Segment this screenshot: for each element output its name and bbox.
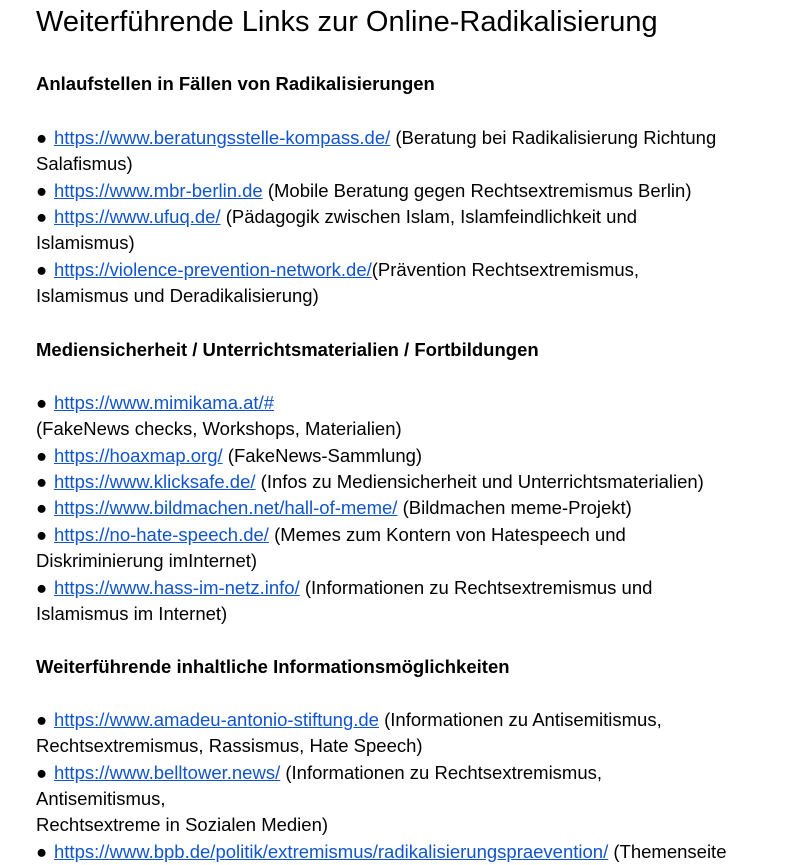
list-item <box>36 125 716 151</box>
list-item-continuation: Islamismus) <box>36 232 135 253</box>
link-description: (Themenseite <box>608 841 727 862</box>
link-ufuq[interactable]: https://www.ufuq.de/ <box>54 206 221 227</box>
list-item <box>36 760 602 786</box>
section-heading-mediensicherheit: Mediensicherheit / Unterrichtsmaterialien / Fortbildungen <box>36 339 539 360</box>
link-description: (Informationen zu Rechtsextremismus und <box>299 577 653 598</box>
list-item-continuation: Islamismus und Deradikalisierung) <box>36 285 319 306</box>
list-item <box>36 443 422 469</box>
list-item <box>36 839 726 865</box>
bullet: ● <box>36 524 48 545</box>
bullet: ● <box>36 206 48 227</box>
bullet: ● <box>36 577 48 598</box>
section-heading-anlaufstellen: Anlaufstellen in Fällen von Radikalisierungen <box>36 73 435 94</box>
page-title: Weiterführende Links zur Online-Radikalisierung <box>36 6 658 38</box>
bullet: ● <box>36 180 48 201</box>
list-item <box>36 257 639 283</box>
link-amadeu-antonio-stiftung[interactable]: https://www.amadeu-antonio-stiftung.de <box>54 709 379 730</box>
list-item <box>36 575 652 601</box>
bullet: ● <box>36 392 48 413</box>
bullet: ● <box>36 709 48 730</box>
list-item <box>36 707 662 733</box>
list-item-continuation: Rechtsextremismus, Rassismus, Hate Speech) <box>36 735 423 756</box>
link-mimikama[interactable]: https://www.mimikama.at/# <box>54 392 275 413</box>
link-klicksafe[interactable]: https://www.klicksafe.de/ <box>54 471 256 492</box>
link-description: (FakeNews-Sammlung) <box>222 445 423 466</box>
link-no-hate-speech[interactable]: https://no-hate-speech.de/ <box>54 524 269 545</box>
link-hass-im-netz[interactable]: https://www.hass-im-netz.info/ <box>54 577 300 598</box>
list-item <box>36 178 692 204</box>
bullet: ● <box>36 127 48 148</box>
link-description: (Mobile Beratung gegen Rechtsextremismus Berlin) <box>262 180 692 201</box>
list-item-continuation: Diskriminierung imInternet) <box>36 550 258 571</box>
list-item-continuation: Salafismus) <box>36 153 133 174</box>
bullet: ● <box>36 762 48 783</box>
list-item-continuation: Rechtsextreme in Sozialen Medien) <box>36 814 329 835</box>
link-description: (Beratung bei Radikalisierung Richtung <box>390 127 717 148</box>
bullet: ● <box>36 497 48 518</box>
link-beratungsstelle-kompass[interactable]: https://www.beratungsstelle-kompass.de/ <box>54 127 391 148</box>
list-item-continuation: Islamismus im Internet) <box>36 603 228 624</box>
list-item <box>36 495 632 521</box>
section-heading-informationen: Weiterführende inhaltliche Informationsmöglichkeiten <box>36 656 510 677</box>
bullet: ● <box>36 445 48 466</box>
list-item <box>36 522 626 548</box>
link-bildmachen[interactable]: https://www.bildmachen.net/hall-of-meme/ <box>54 497 398 518</box>
bullet: ● <box>36 841 48 862</box>
list-item <box>36 469 704 495</box>
bullet: ● <box>36 471 48 492</box>
link-violence-prevention-network[interactable]: https://violence-prevention-network.de/ <box>54 259 372 280</box>
link-description: (Memes zum Kontern von Hatespeech und <box>268 524 626 545</box>
link-description: (Bildmachen meme-Projekt) <box>397 497 632 518</box>
link-belltower-news[interactable]: https://www.belltower.news/ <box>54 762 281 783</box>
list-item-continuation: (FakeNews checks, Workshops, Materialien) <box>36 418 402 439</box>
list-item-continuation: Antisemitismus, <box>36 788 166 809</box>
bullet: ● <box>36 259 48 280</box>
list-item <box>36 204 637 230</box>
list-item <box>36 390 274 416</box>
link-hoaxmap[interactable]: https://hoaxmap.org/ <box>54 445 223 466</box>
link-description: (Prävention Rechtsextremismus, <box>371 259 640 280</box>
link-description: (Informationen zu Rechtsextremismus, <box>280 762 603 783</box>
link-mbr-berlin[interactable]: https://www.mbr-berlin.de <box>54 180 263 201</box>
link-description: (Infos zu Mediensicherheit und Unterrichtsmaterialien) <box>255 471 704 492</box>
link-description: (Informationen zu Antisemitismus, <box>378 709 662 730</box>
link-description: (Pädagogik zwischen Islam, Islamfeindlichkeit und <box>220 206 638 227</box>
link-bpb-radikalisierungspraevention[interactable]: https://www.bpb.de/politik/extremismus/radikalisierungspraevention/ <box>54 841 609 862</box>
